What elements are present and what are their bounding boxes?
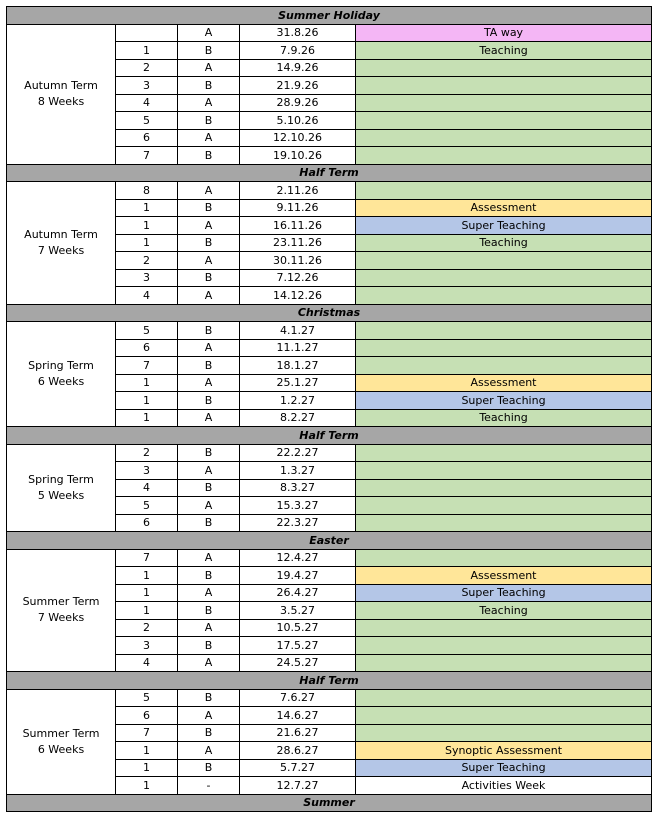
week-row bbox=[7, 182, 652, 200]
activity-cell bbox=[356, 497, 652, 515]
separator-label: Christmas bbox=[7, 304, 652, 322]
calendar-body bbox=[7, 7, 652, 812]
week-number-cell: 1 bbox=[116, 392, 178, 410]
week-date-cell: 22.3.27 bbox=[240, 514, 356, 532]
week-date-cell: 22.2.27 bbox=[240, 444, 356, 462]
week-date-cell: 5.10.26 bbox=[240, 112, 356, 130]
week-number-cell: 6 bbox=[116, 129, 178, 147]
week-ab-cell: A bbox=[178, 24, 240, 42]
activity-cell: Super Teaching bbox=[356, 217, 652, 235]
week-ab-cell: A bbox=[178, 217, 240, 235]
activity-cell bbox=[356, 339, 652, 357]
activity-cell: Synoptic Assessment bbox=[356, 742, 652, 760]
term-label-cell bbox=[7, 549, 116, 672]
term-calendar-table bbox=[6, 6, 652, 812]
activity-cell: Teaching bbox=[356, 234, 652, 252]
week-number-cell: 2 bbox=[116, 59, 178, 77]
activity-cell bbox=[356, 689, 652, 707]
week-date-cell: 7.6.27 bbox=[240, 689, 356, 707]
week-ab-cell: B bbox=[178, 602, 240, 620]
week-ab-cell: B bbox=[178, 147, 240, 165]
activity-cell bbox=[356, 322, 652, 340]
activity-cell bbox=[356, 252, 652, 270]
separator-label: Summer bbox=[7, 794, 652, 812]
week-number-cell: 3 bbox=[116, 462, 178, 480]
separator-row bbox=[7, 794, 652, 812]
week-number-cell: 1 bbox=[116, 42, 178, 60]
activity-cell: Super Teaching bbox=[356, 392, 652, 410]
week-number-cell: 5 bbox=[116, 112, 178, 130]
week-date-cell: 21.6.27 bbox=[240, 724, 356, 742]
week-ab-cell: B bbox=[178, 689, 240, 707]
week-number-cell: 1 bbox=[116, 199, 178, 217]
week-date-cell: 14.6.27 bbox=[240, 707, 356, 725]
week-date-cell: 31.8.26 bbox=[240, 24, 356, 42]
week-number-cell: 4 bbox=[116, 94, 178, 112]
activity-cell bbox=[356, 549, 652, 567]
week-ab-cell: A bbox=[178, 409, 240, 427]
term-name: Autumn Term bbox=[24, 79, 98, 92]
week-date-cell: 8.2.27 bbox=[240, 409, 356, 427]
week-date-cell: 26.4.27 bbox=[240, 584, 356, 602]
activity-cell bbox=[356, 619, 652, 637]
week-ab-cell: B bbox=[178, 567, 240, 585]
week-date-cell: 21.9.26 bbox=[240, 77, 356, 95]
week-ab-cell: B bbox=[178, 199, 240, 217]
week-ab-cell: B bbox=[178, 77, 240, 95]
activity-cell bbox=[356, 129, 652, 147]
week-number-cell: 1 bbox=[116, 742, 178, 760]
week-ab-cell: B bbox=[178, 637, 240, 655]
activity-cell bbox=[356, 287, 652, 305]
week-date-cell: 25.1.27 bbox=[240, 374, 356, 392]
separator-label: Half Term bbox=[7, 672, 652, 690]
week-date-cell: 19.10.26 bbox=[240, 147, 356, 165]
activity-cell bbox=[356, 462, 652, 480]
week-ab-cell: B bbox=[178, 42, 240, 60]
week-date-cell: 2.11.26 bbox=[240, 182, 356, 200]
separator-row bbox=[7, 532, 652, 550]
activity-cell: Assessment bbox=[356, 567, 652, 585]
separator-row bbox=[7, 427, 652, 445]
week-number-cell: 6 bbox=[116, 514, 178, 532]
activity-cell: Super Teaching bbox=[356, 759, 652, 777]
week-number-cell: 2 bbox=[116, 252, 178, 270]
week-number-cell: 4 bbox=[116, 287, 178, 305]
week-ab-cell: A bbox=[178, 59, 240, 77]
week-number-cell: 4 bbox=[116, 479, 178, 497]
week-number-cell: 1 bbox=[116, 567, 178, 585]
week-date-cell: 12.4.27 bbox=[240, 549, 356, 567]
week-number-cell: 7 bbox=[116, 147, 178, 165]
week-number-cell: 1 bbox=[116, 374, 178, 392]
week-number-cell: 3 bbox=[116, 269, 178, 287]
term-label-cell bbox=[7, 444, 116, 532]
week-date-cell: 30.11.26 bbox=[240, 252, 356, 270]
week-date-cell: 19.4.27 bbox=[240, 567, 356, 585]
activity-cell: Teaching bbox=[356, 602, 652, 620]
week-ab-cell: A bbox=[178, 94, 240, 112]
activity-cell: Assessment bbox=[356, 374, 652, 392]
week-ab-cell: A bbox=[178, 252, 240, 270]
activity-cell: TA way bbox=[356, 24, 652, 42]
activity-cell bbox=[356, 59, 652, 77]
week-number-cell bbox=[116, 24, 178, 42]
week-ab-cell: B bbox=[178, 112, 240, 130]
activity-cell bbox=[356, 514, 652, 532]
separator-row bbox=[7, 304, 652, 322]
week-number-cell: 4 bbox=[116, 654, 178, 672]
week-number-cell: 1 bbox=[116, 217, 178, 235]
term-name: Summer Term bbox=[22, 726, 100, 740]
week-number-cell: 7 bbox=[116, 549, 178, 567]
activity-cell bbox=[356, 147, 652, 165]
activity-cell bbox=[356, 357, 652, 375]
week-number-cell: 3 bbox=[116, 637, 178, 655]
week-ab-cell: A bbox=[178, 462, 240, 480]
week-date-cell: 11.1.27 bbox=[240, 339, 356, 357]
activity-cell: Activities Week bbox=[356, 777, 652, 795]
week-number-cell: 6 bbox=[116, 707, 178, 725]
week-number-cell: 7 bbox=[116, 357, 178, 375]
week-date-cell: 9.11.26 bbox=[240, 199, 356, 217]
week-ab-cell: B bbox=[178, 269, 240, 287]
week-ab-cell: A bbox=[178, 584, 240, 602]
week-number-cell: 1 bbox=[116, 234, 178, 252]
week-number-cell: 1 bbox=[116, 602, 178, 620]
week-row bbox=[7, 444, 652, 462]
week-number-cell: 7 bbox=[116, 724, 178, 742]
separator-row bbox=[7, 7, 652, 25]
week-date-cell: 14.12.26 bbox=[240, 287, 356, 305]
week-number-cell: 2 bbox=[116, 444, 178, 462]
week-ab-cell: A bbox=[178, 287, 240, 305]
term-name: Autumn Term bbox=[24, 227, 98, 241]
activity-cell bbox=[356, 182, 652, 200]
week-ab-cell: A bbox=[178, 497, 240, 515]
activity-cell bbox=[356, 479, 652, 497]
week-ab-cell: A bbox=[178, 619, 240, 637]
separator-row bbox=[7, 672, 652, 690]
separator-label: Summer Holiday bbox=[7, 7, 652, 25]
term-weeks: 6 Weeks bbox=[37, 742, 85, 756]
activity-cell bbox=[356, 637, 652, 655]
term-weeks: 5 Weeks bbox=[37, 488, 85, 502]
week-number-cell: 1 bbox=[116, 409, 178, 427]
week-number-cell: 5 bbox=[116, 689, 178, 707]
term-name: Spring Term bbox=[28, 359, 94, 372]
week-ab-cell: A bbox=[178, 182, 240, 200]
activity-cell: Teaching bbox=[356, 42, 652, 60]
week-ab-cell: A bbox=[178, 374, 240, 392]
week-date-cell: 28.9.26 bbox=[240, 94, 356, 112]
activity-cell bbox=[356, 94, 652, 112]
week-ab-cell: B bbox=[178, 444, 240, 462]
week-row bbox=[7, 322, 652, 340]
activity-cell: Super Teaching bbox=[356, 584, 652, 602]
week-date-cell: 23.11.26 bbox=[240, 234, 356, 252]
activity-cell bbox=[356, 707, 652, 725]
activity-cell bbox=[356, 269, 652, 287]
week-row bbox=[7, 549, 652, 567]
activity-cell bbox=[356, 444, 652, 462]
week-row bbox=[7, 24, 652, 42]
week-ab-cell: B bbox=[178, 322, 240, 340]
week-ab-cell: B bbox=[178, 357, 240, 375]
week-date-cell: 28.6.27 bbox=[240, 742, 356, 760]
week-ab-cell: A bbox=[178, 707, 240, 725]
term-weeks: 8 Weeks bbox=[37, 95, 85, 108]
week-number-cell: 1 bbox=[116, 759, 178, 777]
week-ab-cell: A bbox=[178, 129, 240, 147]
week-ab-cell: B bbox=[178, 514, 240, 532]
week-date-cell: 5.7.27 bbox=[240, 759, 356, 777]
week-date-cell: 1.2.27 bbox=[240, 392, 356, 410]
week-date-cell: 3.5.27 bbox=[240, 602, 356, 620]
activity-cell bbox=[356, 77, 652, 95]
activity-cell bbox=[356, 724, 652, 742]
term-label-cell bbox=[7, 24, 116, 164]
week-ab-cell: A bbox=[178, 654, 240, 672]
week-ab-cell: B bbox=[178, 392, 240, 410]
week-number-cell: 5 bbox=[116, 497, 178, 515]
term-weeks: 7 Weeks bbox=[37, 243, 85, 257]
week-date-cell: 15.3.27 bbox=[240, 497, 356, 515]
week-number-cell: 8 bbox=[116, 182, 178, 200]
week-date-cell: 14.9.26 bbox=[240, 59, 356, 77]
week-date-cell: 12.10.26 bbox=[240, 129, 356, 147]
week-number-cell: 3 bbox=[116, 77, 178, 95]
week-number-cell: 2 bbox=[116, 619, 178, 637]
term-label-cell bbox=[7, 182, 116, 305]
week-date-cell: 18.1.27 bbox=[240, 357, 356, 375]
separator-label: Half Term bbox=[7, 427, 652, 445]
week-date-cell: 17.5.27 bbox=[240, 637, 356, 655]
week-date-cell: 24.5.27 bbox=[240, 654, 356, 672]
activity-cell: Assessment bbox=[356, 199, 652, 217]
separator-label: Easter bbox=[7, 532, 652, 550]
week-ab-cell: B bbox=[178, 234, 240, 252]
activity-cell: Teaching bbox=[356, 409, 652, 427]
week-date-cell: 1.3.27 bbox=[240, 462, 356, 480]
week-ab-cell: B bbox=[178, 479, 240, 497]
term-weeks: 6 Weeks bbox=[37, 375, 85, 388]
week-number-cell: 1 bbox=[116, 777, 178, 795]
week-ab-cell: B bbox=[178, 759, 240, 777]
week-ab-cell: A bbox=[178, 339, 240, 357]
activity-cell bbox=[356, 112, 652, 130]
week-date-cell: 10.5.27 bbox=[240, 619, 356, 637]
week-number-cell: 1 bbox=[116, 584, 178, 602]
activity-cell bbox=[356, 654, 652, 672]
week-date-cell: 7.12.26 bbox=[240, 269, 356, 287]
week-ab-cell: A bbox=[178, 549, 240, 567]
term-label-cell bbox=[7, 689, 116, 794]
week-row bbox=[7, 689, 652, 707]
week-date-cell: 4.1.27 bbox=[240, 322, 356, 340]
week-date-cell: 8.3.27 bbox=[240, 479, 356, 497]
week-date-cell: 12.7.27 bbox=[240, 777, 356, 795]
term-name: Spring Term bbox=[28, 472, 94, 486]
week-ab-cell: A bbox=[178, 742, 240, 760]
week-number-cell: 6 bbox=[116, 339, 178, 357]
term-label-cell bbox=[7, 322, 116, 427]
week-number-cell: 5 bbox=[116, 322, 178, 340]
week-date-cell: 16.11.26 bbox=[240, 217, 356, 235]
week-ab-cell: - bbox=[178, 777, 240, 795]
week-ab-cell: B bbox=[178, 724, 240, 742]
term-name: Summer Term bbox=[22, 595, 100, 609]
week-date-cell: 7.9.26 bbox=[240, 42, 356, 60]
separator-row bbox=[7, 164, 652, 182]
term-weeks: 7 Weeks bbox=[37, 611, 85, 625]
separator-label: Half Term bbox=[7, 164, 652, 182]
